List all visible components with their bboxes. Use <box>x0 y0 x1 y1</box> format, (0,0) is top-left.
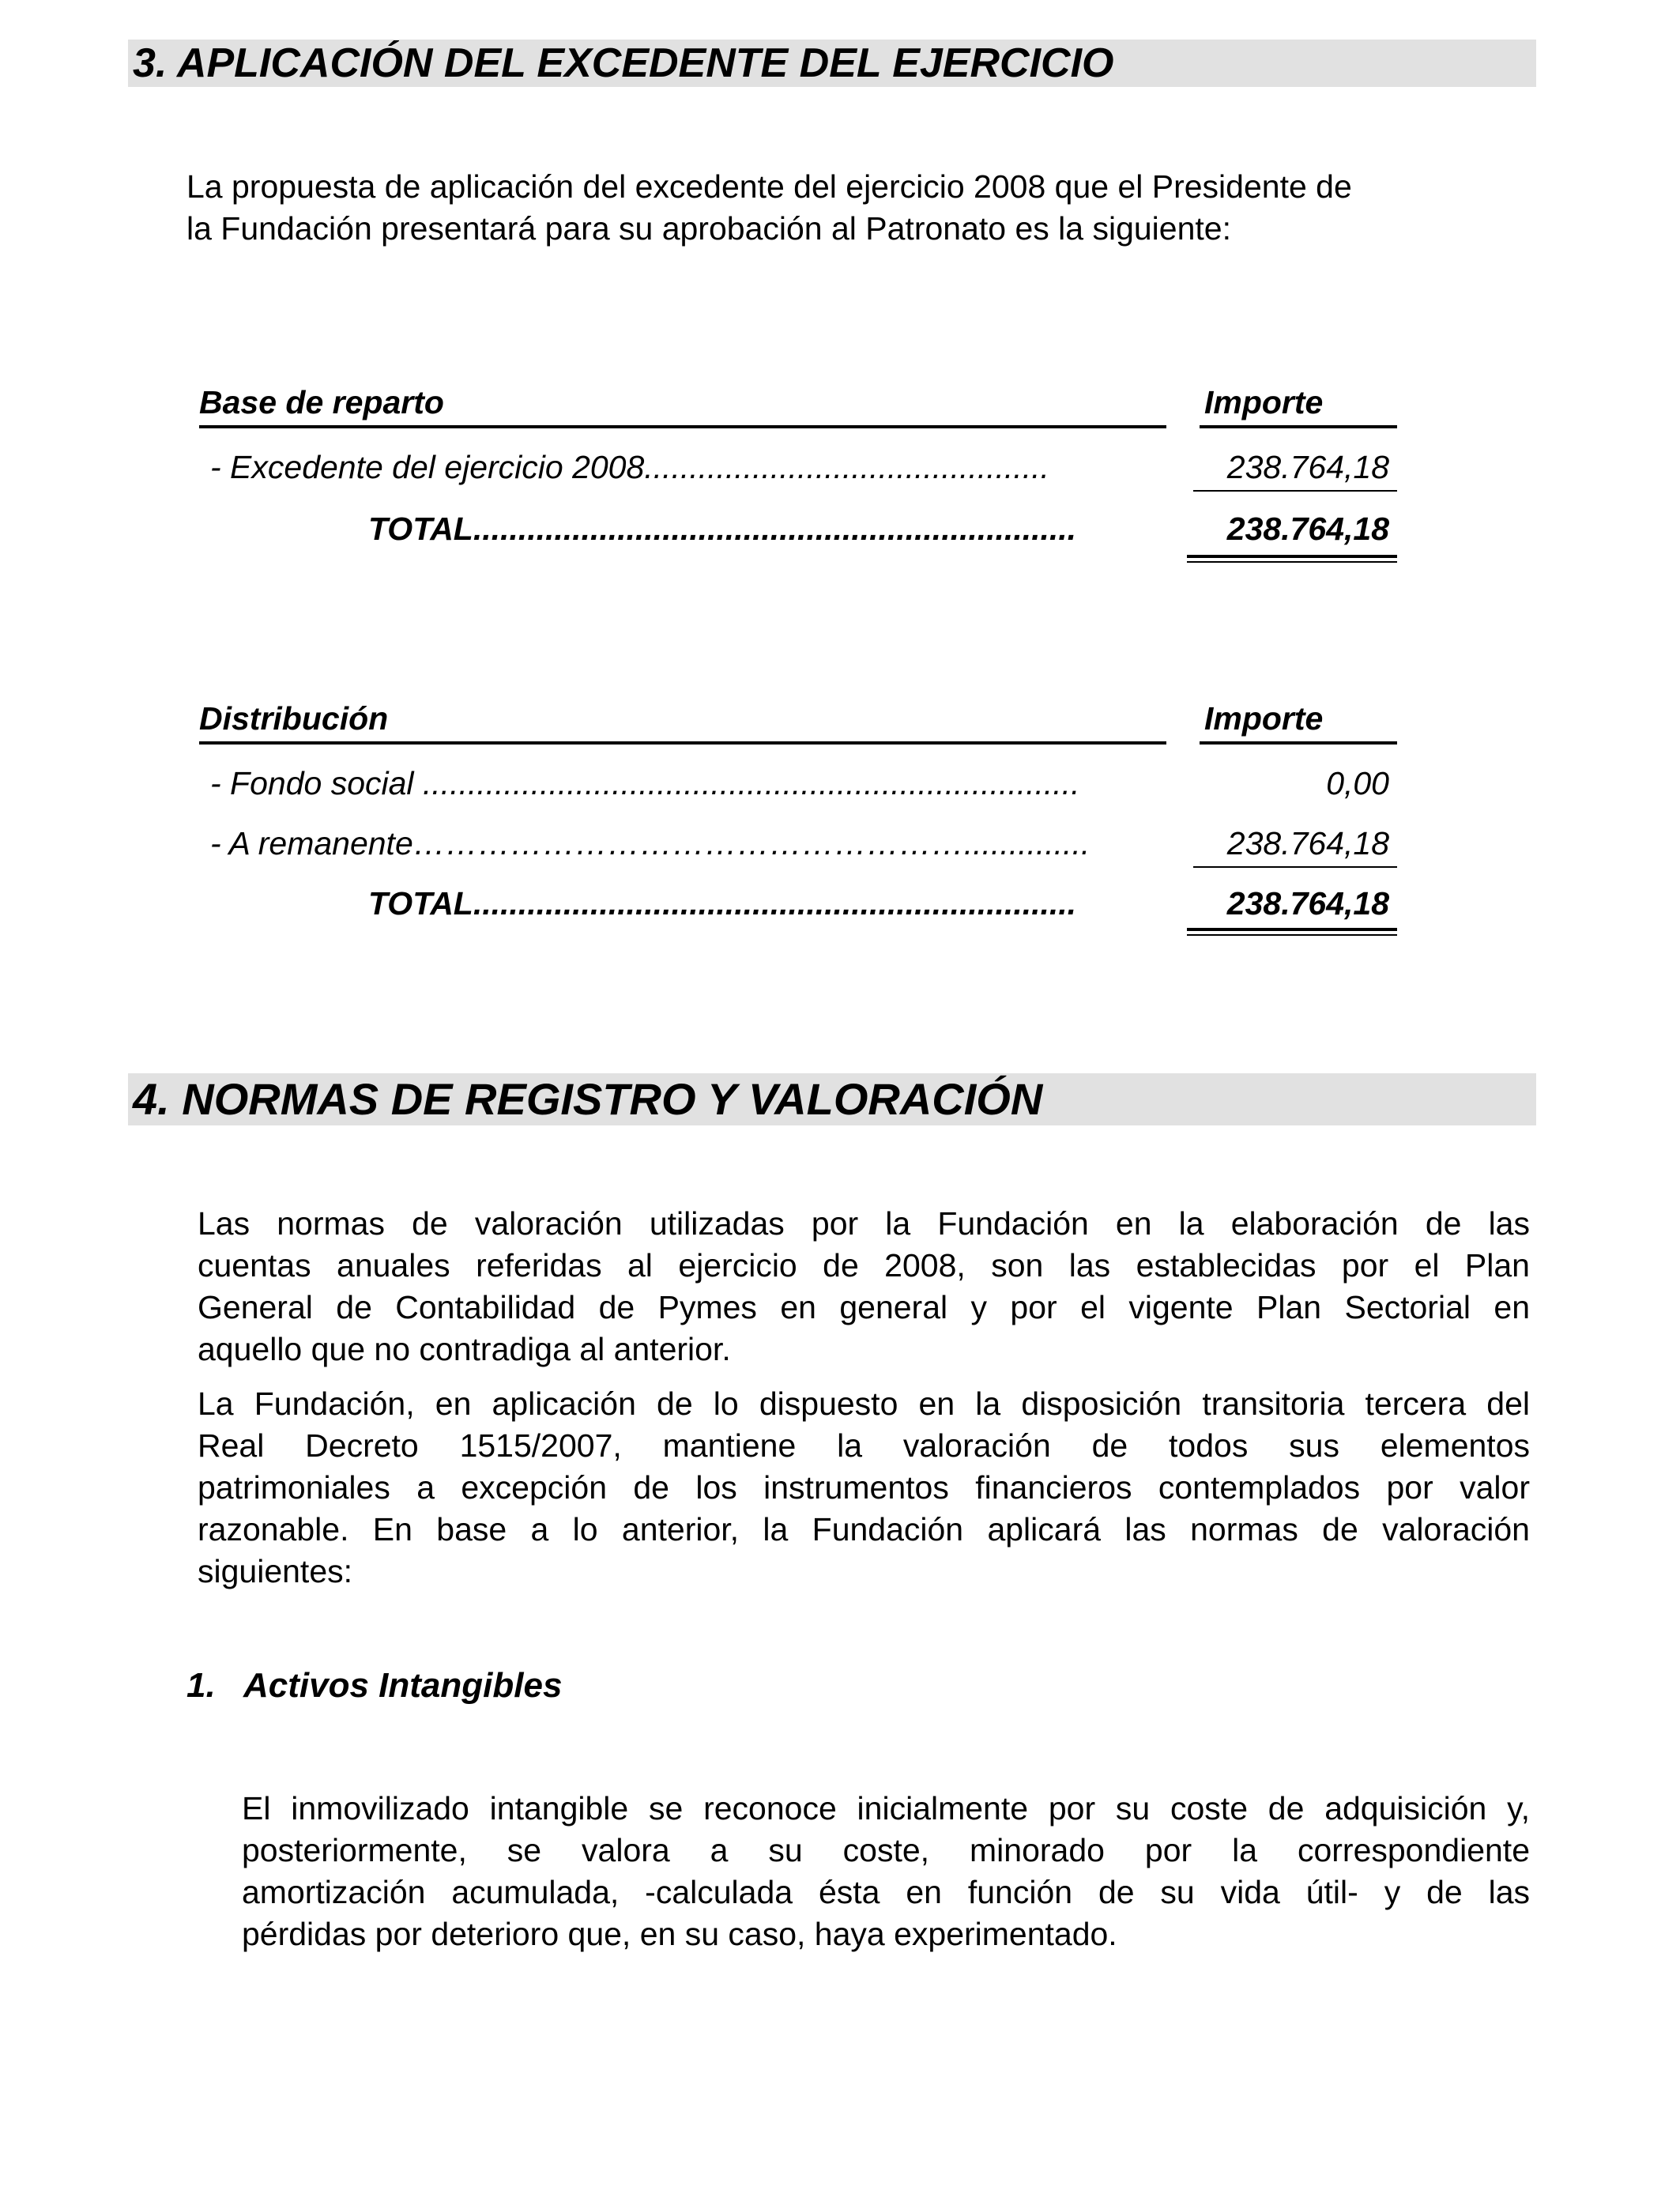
paragraph-line: cuentas anuales referidas al ejercicio de 2008, son las establecidas por el Plan <box>198 1247 1530 1284</box>
double-underline-bottom <box>1187 934 1397 936</box>
double-underline-top <box>1187 555 1397 558</box>
distribucion-table <box>199 700 1397 937</box>
header-underline <box>199 741 1166 745</box>
header-underline <box>1200 741 1397 745</box>
subtotal-rule <box>1193 866 1397 868</box>
base-de-reparto-table <box>199 384 1397 574</box>
paragraph-line: siguientes: <box>198 1553 353 1589</box>
paragraph-line: pérdidas por deterioro que, en su caso, haya experimentado. <box>242 1916 1117 1952</box>
total-amount: 238.764,18 <box>1226 511 1389 547</box>
subsection-title: Activos Intangibles <box>243 1666 563 1705</box>
normas-paragraph-2 <box>198 1383 1530 1593</box>
row-amount: 238.764,18 <box>1226 825 1389 861</box>
header-underline <box>199 425 1166 428</box>
paragraph-line: patrimoniales a excepción de los instrumentos financieros contemplados por valor <box>198 1469 1530 1506</box>
paragraph-line: posteriormente, se valora a su coste, minorado por la correspondiente <box>242 1832 1530 1868</box>
intro-paragraph <box>186 166 1546 250</box>
paragraph-line: General de Contabilidad de Pymes en general y por el vigente Plan Sectorial en <box>198 1289 1530 1325</box>
double-underline-top <box>1187 928 1397 931</box>
row-label: - A remanente…………………………………………….............. <box>210 825 1090 861</box>
normas-paragraph-1 <box>198 1203 1530 1370</box>
paragraph-line: razonable. En base a lo anterior, la Fundación aplicará las normas de valoración <box>198 1511 1530 1547</box>
total-row <box>199 511 1397 553</box>
row-label: - Excedente del ejercicio 2008............................................. <box>210 449 1049 485</box>
total-row <box>199 885 1397 928</box>
double-underline-bottom <box>1187 561 1397 563</box>
header-underline <box>1200 425 1397 428</box>
table-header-amount: Importe <box>1204 700 1324 737</box>
subsection-number: 1. <box>186 1666 216 1705</box>
total-amount: 238.764,18 <box>1226 885 1389 922</box>
total-label: TOTAL................................................................... <box>368 511 1077 547</box>
table-header-label: Base de reparto <box>199 384 444 420</box>
intro-line: La propuesta de aplicación del excedente del ejercicio 2008 que el Presidente de <box>186 168 1352 205</box>
activos-intangibles-paragraph <box>242 1788 1530 1955</box>
table-header-amount: Importe <box>1204 384 1324 420</box>
section-3-heading: 3. APLICACIÓN DEL EXCEDENTE DEL EJERCICIO <box>128 40 1536 87</box>
subsection-1-heading <box>186 1666 562 1706</box>
table-header-label: Distribución <box>199 700 389 737</box>
intro-line: la Fundación presentará para su aprobación al Patronato es la siguiente: <box>186 210 1231 247</box>
paragraph-line: Real Decreto 1515/2007, mantiene la valoración de todos sus elementos <box>198 1427 1530 1464</box>
paragraph-line: Las normas de valoración utilizadas por la Fundación en la elaboración de las <box>198 1205 1530 1242</box>
paragraph-line: amortización acumulada, -calculada ésta en función de su vida útil- y de las <box>242 1874 1530 1910</box>
paragraph-line: El inmovilizado intangible se reconoce inicialmente por su coste de adquisición y, <box>242 1790 1530 1826</box>
subtotal-rule <box>1193 490 1397 492</box>
row-amount: 238.764,18 <box>1226 449 1389 485</box>
row-amount: 0,00 <box>1326 765 1389 801</box>
table-row <box>199 765 1397 808</box>
section-4-heading: 4. NORMAS DE REGISTRO Y VALORACIÓN <box>128 1073 1536 1125</box>
table-row <box>199 449 1397 492</box>
paragraph-line: aquello que no contradiga al anterior. <box>198 1331 731 1367</box>
row-label: - Fondo social ......................................................................... <box>210 765 1080 801</box>
paragraph-line: La Fundación, en aplicación de lo dispuesto en la disposición transitoria tercera del <box>198 1385 1530 1422</box>
total-label: TOTAL................................................................... <box>368 885 1077 922</box>
table-row <box>199 825 1397 868</box>
